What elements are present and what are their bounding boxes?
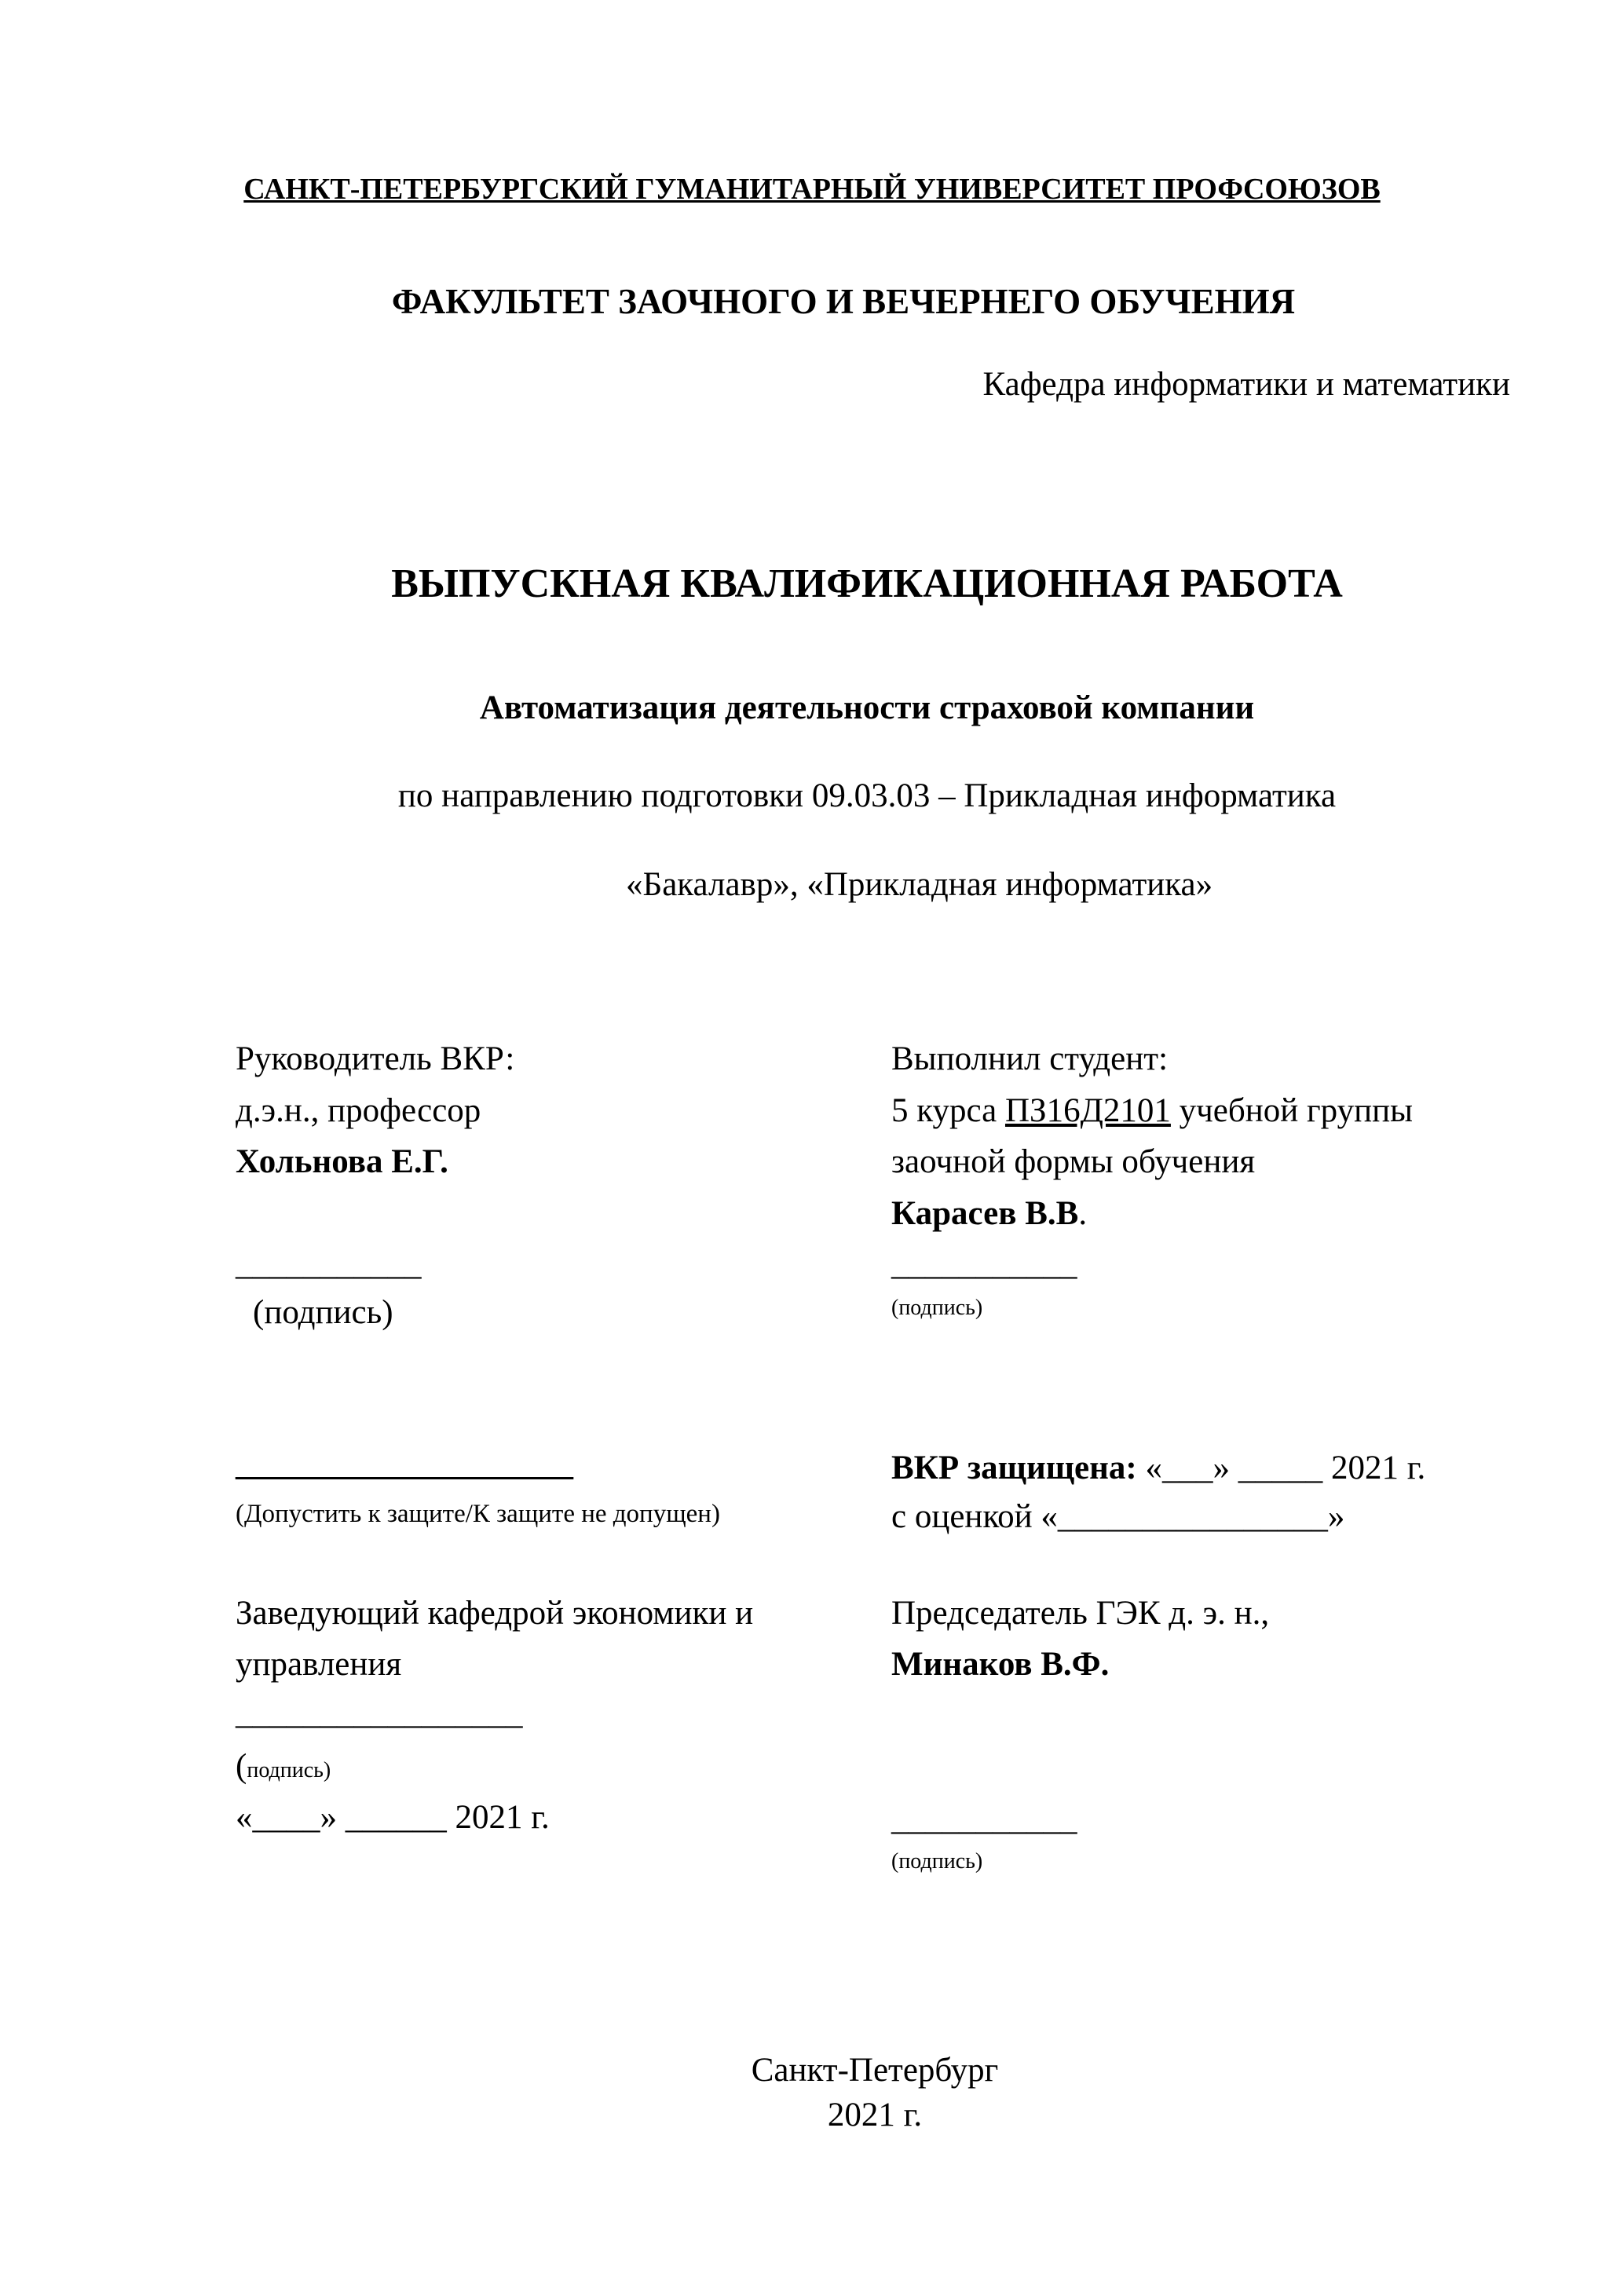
- footer-city: Санкт-Петербург: [751, 2052, 999, 2089]
- topic-title: Автоматизация деятельности страховой компании: [479, 689, 1255, 726]
- student-name: Карасев В.В: [891, 1195, 1079, 1232]
- head-title-line1: Заведующий кафедрой экономики и: [236, 1595, 754, 1632]
- student-course: [891, 1094, 1413, 1128]
- faculty-name: ФАКУЛЬТЕТ ЗАОЧНОГО И ВЕЧЕРНЕГО ОБУЧЕНИЯ: [391, 282, 1296, 321]
- caption-paren: (: [236, 1748, 247, 1785]
- student-form: заочной формы обучения: [891, 1143, 1256, 1180]
- degree-text: «Бакалавр», «Прикладная информатика»: [626, 866, 1213, 903]
- caption-text: подпись): [247, 1758, 331, 1782]
- supervisor-label: Руководитель ВКР:: [236, 1040, 515, 1077]
- defense-label: ВКР защищена:: [891, 1450, 1137, 1486]
- student-label: Выполнил студент:: [891, 1040, 1169, 1077]
- department-name: Кафедра информатики и математики: [982, 366, 1510, 403]
- head-signature-line: _________________: [236, 1695, 523, 1731]
- student-name-line: [891, 1197, 1087, 1230]
- student-name-dot: .: [1078, 1195, 1088, 1232]
- footer-year: 2021 г.: [827, 2097, 923, 2133]
- course-suffix: учебной группы: [1170, 1092, 1414, 1129]
- chairman-signature-line: ___________: [891, 1801, 1077, 1837]
- course-prefix: 5 курса: [891, 1092, 1005, 1129]
- defense-date: «___» _____ 2021 г.: [1136, 1450, 1426, 1486]
- direction-text: по направлению подготовки 09.03.03 – Прикладная информатика: [397, 777, 1337, 814]
- chairman-signature-caption: (подпись): [891, 1849, 983, 1874]
- university-name: САНКТ-ПЕТЕРБУРГСКИЙ ГУМАНИТАРНЫЙ УНИВЕРСИТЕТ ПРОФСОЮЗОВ: [243, 173, 1381, 206]
- chairman-title: Председатель ГЭК д. э. н.,: [891, 1595, 1270, 1632]
- group-code: ПЗ16Д2101: [1004, 1092, 1171, 1129]
- student-signature-caption: (подпись): [891, 1296, 983, 1320]
- supervisor-name: Хольнова Е.Г.: [236, 1143, 448, 1180]
- grade-blank: ________________: [1057, 1498, 1328, 1535]
- grade-suffix: »: [1327, 1498, 1345, 1535]
- head-title-line2: управления: [236, 1646, 402, 1683]
- grade-line: [891, 1500, 1344, 1534]
- chairman-name: Минаков В.Ф.: [891, 1646, 1110, 1683]
- supervisor-signature-caption: (подпись): [253, 1294, 393, 1331]
- admission-caption: (Допустить к защите/К защите не допущен): [236, 1500, 720, 1528]
- head-signature-caption: [236, 1749, 331, 1783]
- student-signature-line: ___________: [891, 1245, 1077, 1282]
- defense-line: [891, 1451, 1425, 1485]
- supervisor-signature-line: ___________: [236, 1245, 422, 1282]
- supervisor-rank: д.э.н., профессор: [236, 1092, 481, 1129]
- grade-prefix: с оценкой «: [891, 1498, 1058, 1535]
- work-type-title: ВЫПУСКНАЯ КВАЛИФИКАЦИОННАЯ РАБОТА: [391, 561, 1343, 606]
- admission-line: ____________________: [236, 1446, 573, 1483]
- head-date: «____» ______ 2021 г.: [236, 1799, 550, 1836]
